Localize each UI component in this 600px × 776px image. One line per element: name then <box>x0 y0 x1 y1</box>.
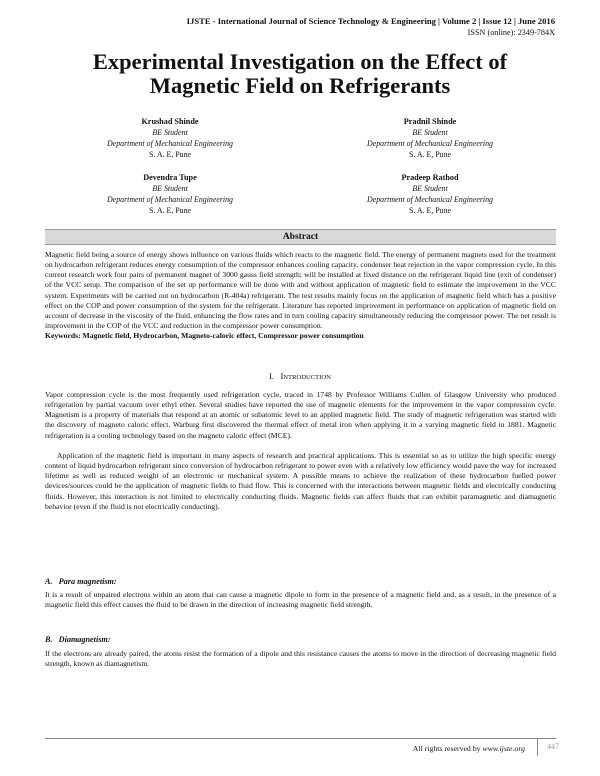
author-dept: Department of Mechanical Engineering <box>367 139 493 148</box>
paper-title <box>0 50 600 98</box>
author-affiliation: S. A. E, Pune <box>148 206 192 215</box>
introduction-paragraph: Vapor compression cycle is the most frequently used refrigeration cycle, traced in 1748 by Professor Williams Cullen of Glasgow University who produced refrigeration by partial vacuum over ethyl ether. Several studies have reported the use of magnetic elements for the improvement in the vapor compression cycle. Magnetism is a property of materials that respond at an atomic or subatomic level to an applied magnetic field. The study of magnetic refrigeration was started with the discovery of magneto caloric effect. Warburg first discovered the thermal effect of metal iron when applying it in a varying magnetic field in 1881. Magnetic refrigeration is a cooling technology based on the magneto caloric effect (MCE). <box>45 390 556 440</box>
author-role: BE Student <box>152 128 188 137</box>
author-dept: Department of Mechanical Engineering <box>367 195 493 204</box>
author-affiliation: S. A. E, Pune <box>408 150 452 159</box>
journal-title-line: IJSTE - International Journal of Science Technology & Engineering | Volume 2 | Issue 12 | June 2016 <box>186 16 555 26</box>
abstract-heading: Abstract <box>45 229 556 245</box>
subsection-title: Diamagnetism: <box>58 635 111 644</box>
rights-text: All rights reserved by <box>412 744 483 753</box>
issn-line: ISSN (online): 2349-784X <box>467 28 555 37</box>
title-line-2: Magnetic Field on Refrigerants <box>149 73 451 98</box>
para-magnetism-paragraph: It is a result of unpaired electrons within an atom that can cause a magnetic dipole to form in the presence of a magnetic field and, as a result, in the presence of a magnetic field this effect causes the fluid to be drawn in the direction of increasing magnetic field strength. <box>45 590 556 610</box>
author-name: Krushad Shinde <box>141 117 199 126</box>
author-role: BE Student <box>412 128 448 137</box>
author-block <box>40 172 300 216</box>
footer-divider <box>45 738 556 739</box>
author-dept: Department of Mechanical Engineering <box>107 195 233 204</box>
subsection-label: A. <box>45 577 53 586</box>
page-number: 447 <box>537 738 568 756</box>
author-affiliation: S. A. E, Pune <box>408 206 452 215</box>
subsection-heading-para-magnetism <box>45 576 117 587</box>
section-title-rest: NTRODUCTION <box>283 374 331 381</box>
abstract-keywords: Keywords: Magnetic field, Hydrocarbon, Magneto-caloric effect, Compressor power consumption <box>45 331 364 341</box>
author-block <box>300 116 560 160</box>
subsection-label: B. <box>45 635 53 644</box>
diamagnetism-paragraph: If the electrons are already paired, the atoms resist the formation of a dipole and this resistance causes the atoms to move in the direction of decreasing magnetic field strength, known as diamagnetism. <box>45 649 556 669</box>
author-name: Pradeep Rathod <box>401 173 459 182</box>
author-block <box>40 116 300 160</box>
journal-header <box>187 16 555 38</box>
author-name: Pradnil Shinde <box>403 117 457 126</box>
abstract-body <box>45 250 556 341</box>
section-title-initial: I <box>280 371 284 381</box>
subsection-heading-diamagnetism <box>45 634 111 645</box>
abstract-text: Magnetic field being a source of energy shows influence on various fluids which reacts to the magnetic field. The energy of permanent magnets used for the treatment on hydrocarbon refrigerant reduces energy consumption of the compressor enhances cooling capacity, condenser heat rejection in the vapor compression cycle. In this current research work four pairs of permanent magnet of 3000 gauss field strength; will be installed at fixed distance on the refrigerant liquid line (exit of condenser) of the VCC setup. The comparison of the set up performance will be done with and without application of magnetic field to estimate the improvement in the VCC system. Experiments will be carried out on hydrocarbon (R-404a) refrigerant. The test results mainly focus on the application of magnetic field which has a positive effect on the COP and power consumption of the system for the refrigerant. Literature has reported improvement in performance on application of magnetic field on account of decrease in the viscosity of the fluid, enhancing the flow rates and in turn cooling capacity simultaneously reducing the compressor power. The net result is improvement in the COP of the VCC and reduction in the compressor power consumption. <box>45 250 556 331</box>
author-affiliation: S. A. E, Pune <box>148 150 192 159</box>
author-dept: Department of Mechanical Engineering <box>107 139 233 148</box>
author-name: Devendra Tupe <box>143 173 197 182</box>
author-role: BE Student <box>152 184 188 193</box>
author-role: BE Student <box>412 184 448 193</box>
section-number: I. <box>269 371 275 381</box>
title-line-1: Experimental Investigation on the Effect of <box>92 49 508 74</box>
section-heading-introduction <box>0 371 600 383</box>
introduction-paragraph: Application of the magnetic field is important in many aspects of research and practical applications. This is essential so as to utilize the high specific energy content of liquid hydrocarbon refrigerant since conversion of hydrocarbon refrigerant to power even with a relatively low efficiency would pave the way for increased lifetime as well as reduced weight of an electronic or mechanical system. A possible means to achieve the realization of these hydrocarbon fuelled power devices/sources could be the application of magnetic fields to fluid flow. This is concerned with the interactions between magnetic fields and electrically conducting fluids. However, this interaction is not limited to electrically conducting fluids. Magnetic fields can affect fluids that can exhibit paramagnetic and diamagnetic behavior (even if the fluid is not electrically conducting). <box>45 451 556 511</box>
author-block <box>300 172 560 216</box>
footer-rights <box>413 744 525 753</box>
website-link[interactable]: www.ijste.org <box>482 744 525 753</box>
subsection-title: Para magnetism: <box>58 577 117 586</box>
